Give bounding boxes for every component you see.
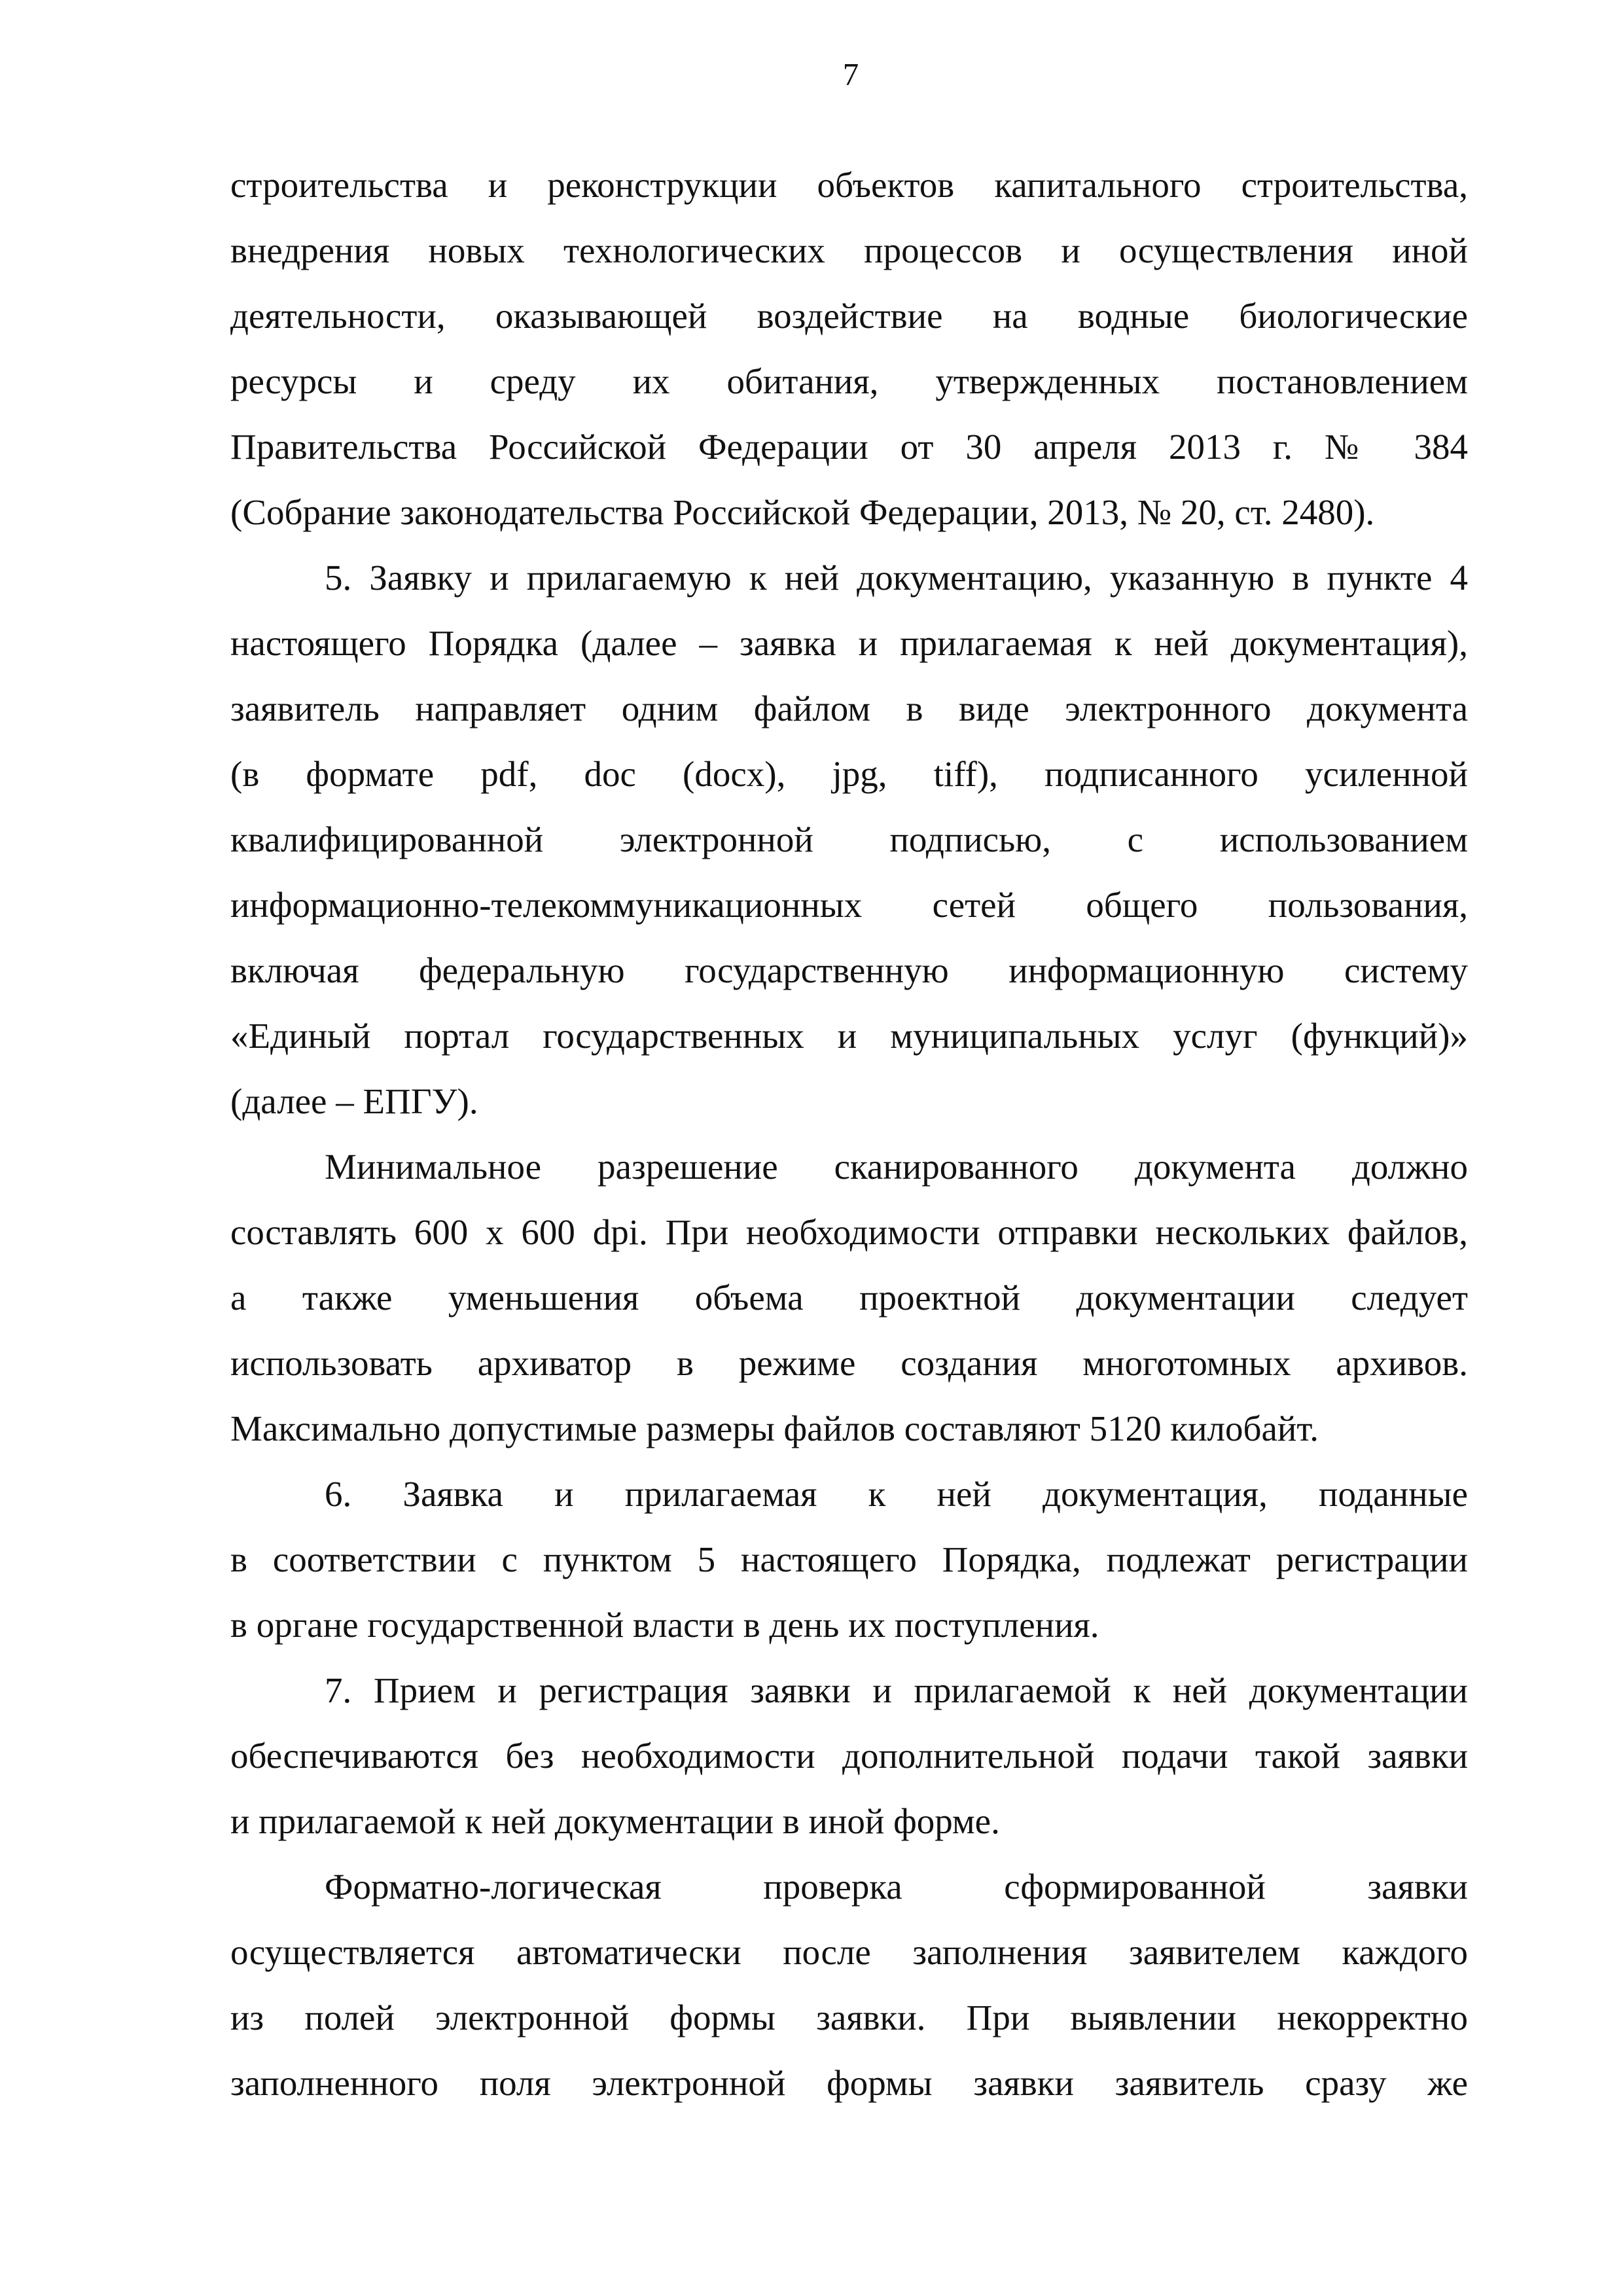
paragraph-continuation xyxy=(230,152,1468,545)
text-line: (в формате pdf, doc (docx), jpg, tiff), подписанного усиленной xyxy=(230,754,1468,794)
text-line: составлять 600 х 600 dpi. При необходимости отправки нескольких файлов, xyxy=(230,1212,1468,1252)
text-line: строительства и реконструкции объектов капитального строительства, xyxy=(230,165,1468,205)
text-line: (далее – ЕПГУ). xyxy=(230,1081,478,1121)
text-line: «Единый портал государственных и муниципальных услуг (функций)» xyxy=(230,1016,1468,1056)
paragraph-item-7 xyxy=(230,1658,1468,1854)
text-line: деятельности, оказывающей воздействие на водные биологические xyxy=(230,296,1468,336)
text-line: Правительства Российской Федерации от 30 апреля 2013 г. № 384 xyxy=(230,427,1468,467)
text-line: Максимально допустимые размеры файлов составляют 5120 килобайт. xyxy=(230,1408,1319,1448)
text-line: 7. Прием и регистрация заявки и прилагаемой к ней документации xyxy=(325,1670,1468,1710)
text-line: осуществляется автоматически после заполнения заявителем каждого xyxy=(230,1932,1468,1972)
paragraph-item-5 xyxy=(230,545,1468,1134)
text-line: из полей электронной формы заявки. При выявлении некорректно xyxy=(230,1998,1468,2037)
text-line: включая федеральную государственную информационную систему xyxy=(230,950,1468,990)
text-line: (Собрание законодательства Российской Федерации, 2013, № 20, ст. 2480). xyxy=(230,492,1375,532)
text-line: 6. Заявка и прилагаемая к ней документация, поданные xyxy=(325,1474,1468,1514)
text-line: 5. Заявку и прилагаемую к ней документацию, указанную в пункте 4 xyxy=(325,558,1468,598)
text-line: а также уменьшения объема проектной документации следует xyxy=(230,1278,1468,1318)
text-line: и прилагаемой к ней документации в иной форме. xyxy=(230,1801,1000,1841)
paragraph-item-6 xyxy=(230,1462,1468,1658)
text-line: заполненного поля электронной формы заявки заявитель сразу же xyxy=(230,2063,1468,2103)
paragraph-format-check xyxy=(230,1854,1468,2116)
text-line: квалифицированной электронной подписью, с использованием xyxy=(230,819,1468,859)
text-line: использовать архиватор в режиме создания многотомных архивов. xyxy=(230,1343,1468,1383)
text-line: в органе государственной власти в день их поступления. xyxy=(230,1605,1099,1645)
text-line: Минимальное разрешение сканированного документа должно xyxy=(325,1147,1468,1187)
text-line: внедрения новых технологических процессов и осуществления иной xyxy=(230,230,1468,270)
paragraph-scan-requirements xyxy=(230,1134,1468,1462)
text-line: Форматно-логическая проверка сформированной заявки xyxy=(325,1867,1468,1907)
text-line: обеспечиваются без необходимости дополнительной подачи такой заявки xyxy=(230,1736,1468,1776)
document-body xyxy=(230,152,1468,2116)
text-line: информационно-телекоммуникационных сетей общего пользования, xyxy=(230,885,1468,925)
text-line: в соответствии с пунктом 5 настоящего Порядка, подлежат регистрации xyxy=(230,1539,1468,1579)
text-line: ресурсы и среду их обитания, утвержденных постановлением xyxy=(230,361,1468,401)
page-number: 7 xyxy=(842,56,859,92)
text-line: настоящего Порядка (далее – заявка и прилагаемая к ней документация), xyxy=(230,623,1468,663)
text-line: заявитель направляет одним файлом в виде электронного документа xyxy=(230,689,1468,728)
